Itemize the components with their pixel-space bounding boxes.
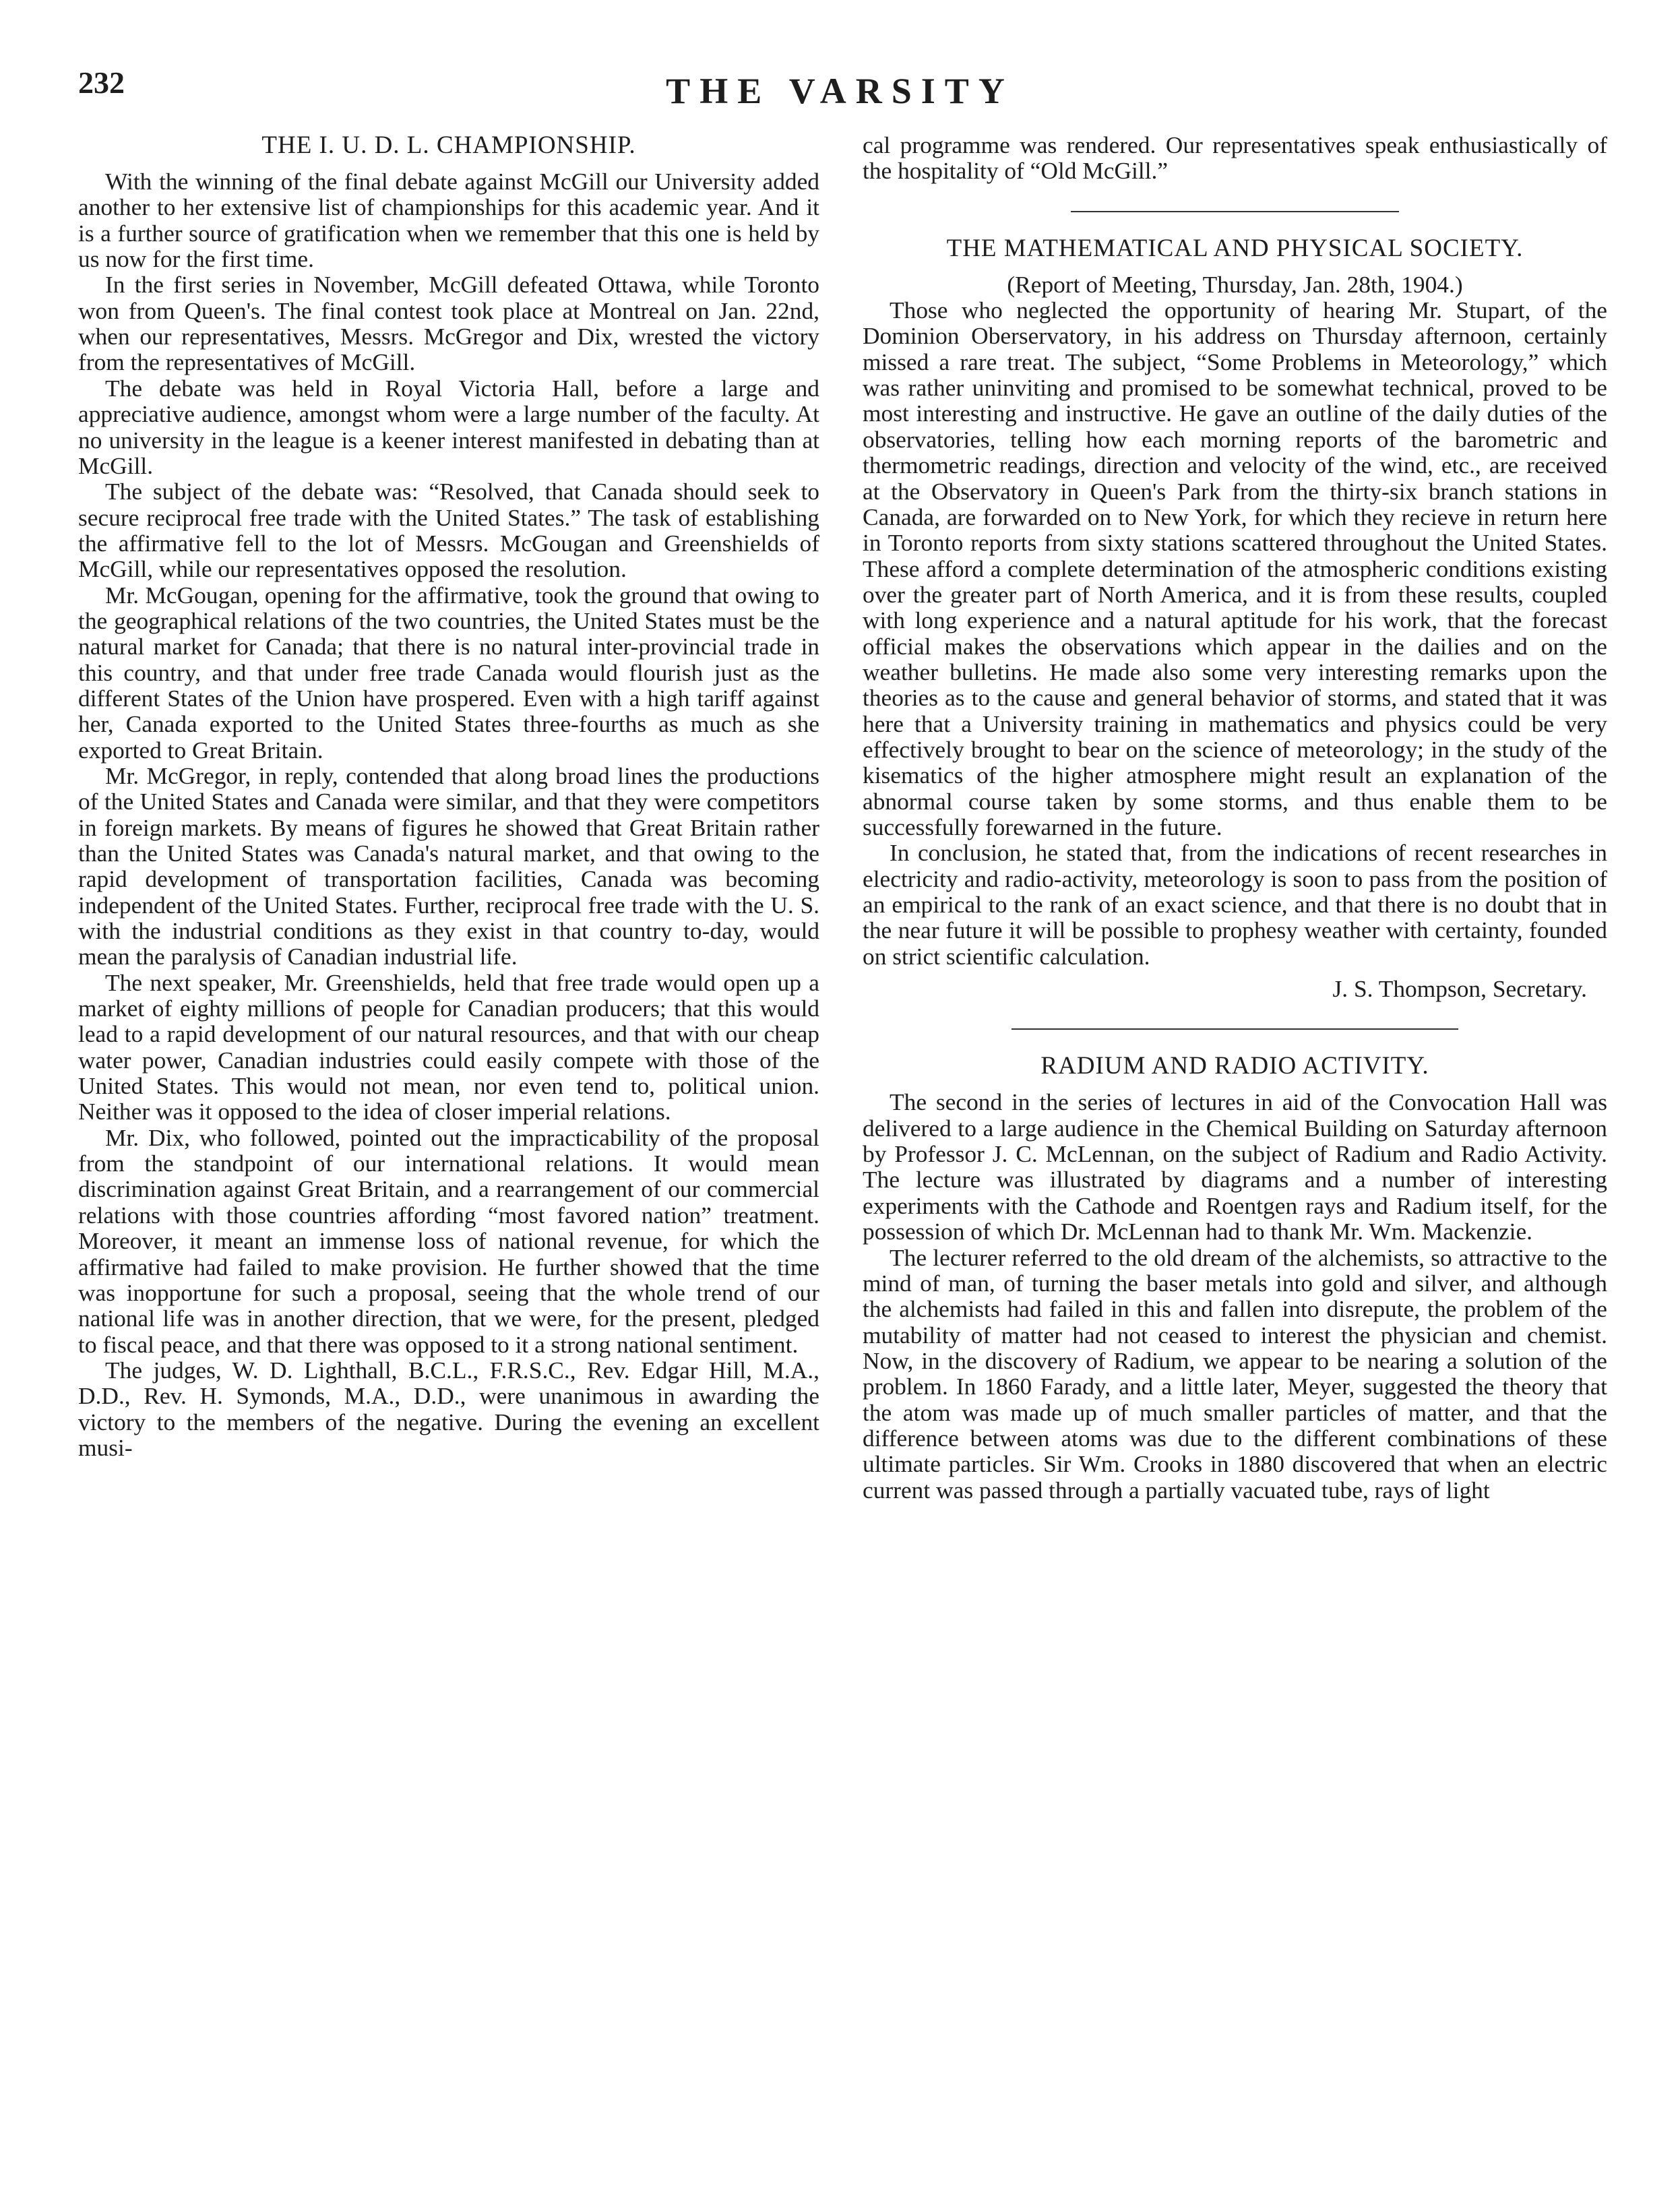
right-column bbox=[863, 132, 1607, 1503]
signature-line: J. S. Thompson, Secretary. bbox=[1332, 975, 1587, 1003]
paragraph: The second in the series of lectures in aid of the Convocation Hall was delivered to a large audience in the Chemical Building on Saturday afternoon by Professor J. C. McLennan, on the subject of Radium and Radio Activity. The lecture was illustrated by diagrams and a number of interesting experiments with the Cathode and Roentgen rays and Radium itself, for the possession of which Dr. McLennan had to thank Mr. Wm. Mackenzie. bbox=[863, 1088, 1607, 1245]
paragraph: The debate was held in Royal Victoria Hall, before a large and appreciative audience, amongst whom were a large number of the faculty. At no university in the league is a keener interest manifested in debating than at McGill. bbox=[78, 374, 819, 479]
meeting-dateline: (Report of Meeting, Thursday, Jan. 28th, 1904.) bbox=[1007, 270, 1463, 298]
masthead: THE VARSITY bbox=[666, 71, 1014, 111]
article-title-radium: RADIUM AND RADIO ACTIVITY. bbox=[1040, 1052, 1429, 1080]
paragraph: In the first series in November, McGill defeated Ottawa, while Toronto won from Queen's. The final contest took place at Montreal on Jan. 22nd, when our representatives, Messrs. McGregor and Dix, wrested the victory from the representatives of McGill. bbox=[78, 271, 819, 376]
paragraph: The subject of the debate was: “Resolved, that Canada should seek to secure reciprocal free trade with the United States.” The task of establishing the affirmative fell to the lot of Messrs. McGougan and Greenshields of McGill, while our representatives opposed the resolution. bbox=[78, 478, 819, 583]
paragraph: In conclusion, he stated that, from the indications of recent researches in electricity and radio-activity, meteorology is soon to pass from the position of an empirical to the rank of an exact science, and that there is no doubt that in the near future it will be possible to prophesy weather with certainty, founded on strict scientific calculation. bbox=[863, 839, 1607, 970]
paragraph: The judges, W. D. Lighthall, B.C.L., F.R.S.C., Rev. Edgar Hill, M.A., D.D., Rev. H. Symonds, M.A., D.D., were unanimous in awarding the victory to the members of the negative. During the evening an excellent musi- bbox=[78, 1356, 819, 1461]
article-title-championship: THE I. U. D. L. CHAMPIONSHIP. bbox=[261, 131, 636, 159]
divider-rule bbox=[1071, 211, 1398, 212]
paragraph: With the winning of the final debate against McGill our University added another to her extensive list of championships for this academic year. And it is a further source of gratification when we remember that this one is held by us now for the first time. bbox=[78, 168, 819, 273]
page-number: 232 bbox=[78, 65, 125, 100]
left-column bbox=[78, 132, 819, 1460]
paragraph: The next speaker, Mr. Greenshields, held that free trade would open up a market of eighty millions of people for Canadian producers; that this would lead to a rapid development of our natural resources, and that with our cheap water power, Canadian industries could easily compete with those of the United States. This would not mean, nor even tend to, political union. Neither was it opposed to the idea of closer imperial relations. bbox=[78, 968, 819, 1125]
paragraph: Mr. Dix, who followed, pointed out the impracticability of the proposal from the standpoint of our international relations. It would mean discrimination against Great Britain, and a rearrangement of our commercial relations with those countries affording “most favored nation” treatment. Moreover, it meant an immense loss of national revenue, for which the affirmative had failed to make provision. He further showed that the time was inopportune for such a proposal, seeing that the whole trend of our national life was in another direction, that we were, for the present, pledged to fiscal peace, and that there was opposed to it a strong national sentiment. bbox=[78, 1123, 819, 1358]
paragraph: The lecturer referred to the old dream of the alchemists, so attractive to the mind of man, of turning the baser metals into gold and silver, and although the alchemists had failed in this and fallen into disrepute, the problem of the mutability of matter had not ceased to interest the physician and chemist. Now, in the discovery of Radium, we appear to be nearing a solution of the problem. In 1860 Farady, and a little later, Meyer, suggested the theory that the atom was made up of much smaller particles of matter, and that the difference between atoms was due to the different combinations of these ultimate particles. Sir Wm. Crooks in 1880 discovered that when an electric current was passed through a partially vacuated tube, rays of light bbox=[863, 1243, 1607, 1504]
paragraph-continuation: cal programme was rendered. Our representatives speak enthusiastically of the hospitality of “Old McGill.” bbox=[863, 131, 1607, 185]
paragraph: Those who neglected the opportunity of hearing Mr. Stupart, of the Dominion Oberservatory, in his address on Thursday afternoon, certainly missed a rare treat. The subject, “Some Problems in Meteorology,” which was rather uninviting and promised to be somewhat technical, proved to be most interesting and instructive. He gave an outline of the daily duties of the observatories, telling how each morning reports of the barometric and thermometric readings, direction and velocity of the wind, etc., are received at the Observatory in Queen's Park from the thirty-six branch stations in Canada, are forwarded on to New York, for which they recieve in return here in Toronto reports from sixty stations scattered throughout the United States. These afford a complete determination of the atmospheric conditions existing over the greater part of North America, and it is from these results, coupled with long experience and a natural aptitude for his work, that the forecast official makes the observations which appear in the dailies and on the weather bulletins. He made also some very interesting remarks upon the theories as to the cause and general behavior of storms, and stated that it was here that a University training in mathematics and physics could be very effectively brought to bear on the science of meteorology; in the study of the kisematics of the higher atmosphere might result an explanation of the abnormal course taken by some storms, and thus enable them to be successfully forewarned in the future. bbox=[863, 297, 1607, 840]
paragraph: Mr. McGregor, in reply, contended that along broad lines the productions of the United States and Canada were similar, and that they were competitors in foreign markets. By means of figures he showed that Great Britain rather than the United States was Canada's natural market, and that owing to the rapid development of transportation facilities, Canada was becoming independent of the United States. Further, reciprocal free trade with the U. S. with the industrial conditions as they exist in that country to-day, would mean the paralysis of Canadian industrial life. bbox=[78, 762, 819, 970]
paragraph: Mr. McGougan, opening for the affirmative, took the ground that owing to the geographical relations of the two countries, the United States must be the natural market for Canada; that there is no natural inter-provincial trade in this country, and that under free trade Canada would flourish just as the different States of the Union have prospered. Even with a high tariff against her, Canada exported to the United States three-fourths as much as she exported to Great Britain. bbox=[78, 581, 819, 764]
divider-rule bbox=[1012, 1028, 1458, 1030]
article-title-society: THE MATHEMATICAL AND PHYSICAL SOCIETY. bbox=[946, 234, 1524, 262]
